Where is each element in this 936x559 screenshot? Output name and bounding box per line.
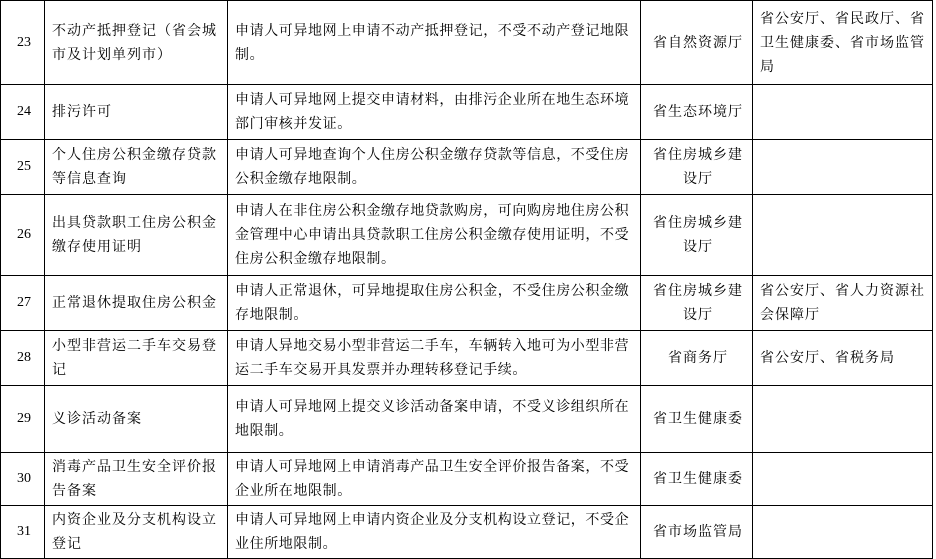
lead-department: 省卫生健康委 bbox=[641, 386, 753, 453]
cooperating-departments: 省公安厅、省民政厅、省卫生健康委、省市场监管局 bbox=[753, 1, 933, 85]
table-row bbox=[1, 85, 933, 140]
row-number: 31 bbox=[1, 506, 45, 559]
table-row bbox=[1, 195, 933, 276]
table-row bbox=[1, 276, 933, 331]
item-name: 不动产抵押登记（省会城市及计划单列市） bbox=[45, 1, 228, 85]
cooperating-departments bbox=[753, 85, 933, 140]
table-row bbox=[1, 506, 933, 559]
item-description: 申请人可异地网上提交申请材料，由排污企业所在地生态环境部门审核并发证。 bbox=[228, 85, 641, 140]
item-description: 申请人可异地网上提交义诊活动备案申请，不受义诊组织所在地限制。 bbox=[228, 386, 641, 453]
item-name: 正常退休提取住房公积金 bbox=[45, 276, 228, 331]
item-description: 申请人可异地网上申请消毒产品卫生安全评价报告备案，不受企业所在地限制。 bbox=[228, 453, 641, 506]
lead-department: 省卫生健康委 bbox=[641, 453, 753, 506]
row-number: 29 bbox=[1, 386, 45, 453]
table-row bbox=[1, 331, 933, 386]
item-description: 申请人异地交易小型非营运二手车，车辆转入地可为小型非营运二手车交易开具发票并办理转移登记手续。 bbox=[228, 331, 641, 386]
cooperating-departments bbox=[753, 386, 933, 453]
cooperating-departments: 省公安厅、省税务局 bbox=[753, 331, 933, 386]
row-number: 23 bbox=[1, 1, 45, 85]
item-name: 排污许可 bbox=[45, 85, 228, 140]
lead-department: 省住房城乡建设厅 bbox=[641, 140, 753, 195]
cooperating-departments bbox=[753, 195, 933, 276]
lead-department: 省自然资源厅 bbox=[641, 1, 753, 85]
item-name: 出具贷款职工住房公积金缴存使用证明 bbox=[45, 195, 228, 276]
item-name: 个人住房公积金缴存贷款等信息查询 bbox=[45, 140, 228, 195]
cooperating-departments bbox=[753, 140, 933, 195]
item-description: 申请人正常退休，可异地提取住房公积金，不受住房公积金缴存地限制。 bbox=[228, 276, 641, 331]
lead-department: 省市场监管局 bbox=[641, 506, 753, 559]
row-number: 26 bbox=[1, 195, 45, 276]
table-row bbox=[1, 386, 933, 453]
item-description: 申请人可异地查询个人住房公积金缴存贷款等信息，不受住房公积金缴存地限制。 bbox=[228, 140, 641, 195]
cooperating-departments bbox=[753, 453, 933, 506]
item-name: 义诊活动备案 bbox=[45, 386, 228, 453]
lead-department: 省住房城乡建设厅 bbox=[641, 276, 753, 331]
row-number: 24 bbox=[1, 85, 45, 140]
lead-department: 省生态环境厅 bbox=[641, 85, 753, 140]
cooperating-departments bbox=[753, 506, 933, 559]
item-description: 申请人可异地网上申请不动产抵押登记，不受不动产登记地限制。 bbox=[228, 1, 641, 85]
row-number: 25 bbox=[1, 140, 45, 195]
item-name: 消毒产品卫生安全评价报告备案 bbox=[45, 453, 228, 506]
lead-department: 省商务厅 bbox=[641, 331, 753, 386]
item-name: 小型非营运二手车交易登记 bbox=[45, 331, 228, 386]
cooperating-departments: 省公安厅、省人力资源社会保障厅 bbox=[753, 276, 933, 331]
lead-department: 省住房城乡建设厅 bbox=[641, 195, 753, 276]
table-row bbox=[1, 1, 933, 85]
item-name: 内资企业及分支机构设立登记 bbox=[45, 506, 228, 559]
table-row bbox=[1, 140, 933, 195]
row-number: 30 bbox=[1, 453, 45, 506]
row-number: 28 bbox=[1, 331, 45, 386]
table-row bbox=[1, 453, 933, 506]
row-number: 27 bbox=[1, 276, 45, 331]
item-description: 申请人可异地网上申请内资企业及分支机构设立登记，不受企业住所地限制。 bbox=[228, 506, 641, 559]
item-description: 申请人在非住房公积金缴存地贷款购房，可向购房地住房公积金管理中心申请出具贷款职工住房公积金缴存使用证明，不受住房公积金缴存地限制。 bbox=[228, 195, 641, 276]
